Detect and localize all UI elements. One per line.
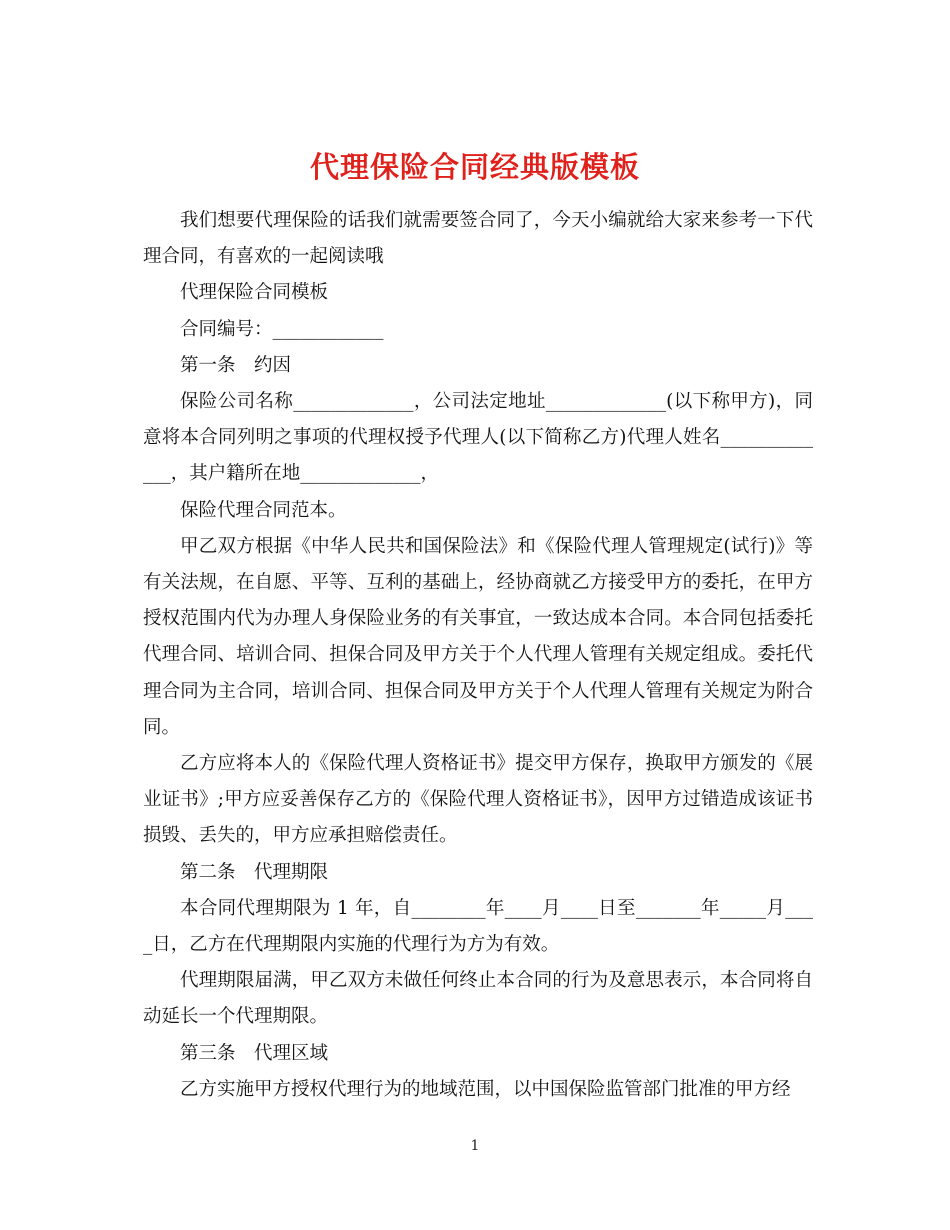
agency-term-paragraph: 本合同代理期限为 1 年，自________年____月____日至_______年_____月____日，乙方在代理期限内实施的代理行为方为有效。 — [143, 897, 813, 956]
document-body — [143, 203, 813, 1108]
certificate-paragraph: 乙方应将本人的《保险代理人资格证书》提交甲方保存，换取甲方颁发的《展业证书》;甲方应妥善保存乙方的《保险代理人资格证书》，因甲方过错造成该证书损毁、丢失的，甲方应承担赔偿责任。 — [143, 753, 813, 847]
intro-paragraph: 我们想要代理保险的话我们就需要签合同了，今天小编就给大家来参考一下代理合同，有喜欢的一起阅读哦 — [143, 210, 813, 268]
article-one-heading: 第一条 约因 — [180, 354, 292, 376]
contract-sample-paragraph: 保险代理合同范本。 — [180, 499, 347, 521]
document-title: 代理保险合同经典版模板 — [309, 150, 640, 185]
agency-region-paragraph: 乙方实施甲方授权代理行为的地域范围，以中国保险监管部门批准的甲方经 — [180, 1078, 791, 1100]
article-two-heading: 第二条 代理期限 — [180, 861, 329, 883]
contract-number: 合同编号：____________ — [180, 318, 384, 340]
legal-basis-paragraph: 甲乙双方根据《中华人民共和国保险法》和《保险代理人管理规定(试行)》等有关法规，在自愿、平等、互利的基础上，经协商就乙方接受甲方的委托，在甲方授权范围内代为办理人身保险业务的有关事宜，一致达成本合同。本合同包括委托代理合同、培训合同、担保合同及甲方关于个人代理人管理有关规定组成。委托代理合同为主合同，培训合同、担保合同及甲方关于个人代理人管理有关规定为附合同。 — [143, 535, 813, 738]
template-heading: 代理保险合同模板 — [180, 282, 329, 304]
page-number: 1 — [470, 1138, 480, 1154]
party-details-paragraph: 保险公司名称_____________，公司法定地址_____________(以下称甲方)，同意将本合同列明之事项的代理权授予代理人(以下简称乙方)代理人姓名_____________，其户籍所在地_____________， — [143, 391, 813, 485]
renewal-paragraph: 代理期限届满，甲乙双方未做任何终止本合同的行为及意思表示，本合同将自动延长一个代理期限。 — [143, 970, 813, 1028]
article-three-heading: 第三条 代理区域 — [180, 1042, 329, 1064]
